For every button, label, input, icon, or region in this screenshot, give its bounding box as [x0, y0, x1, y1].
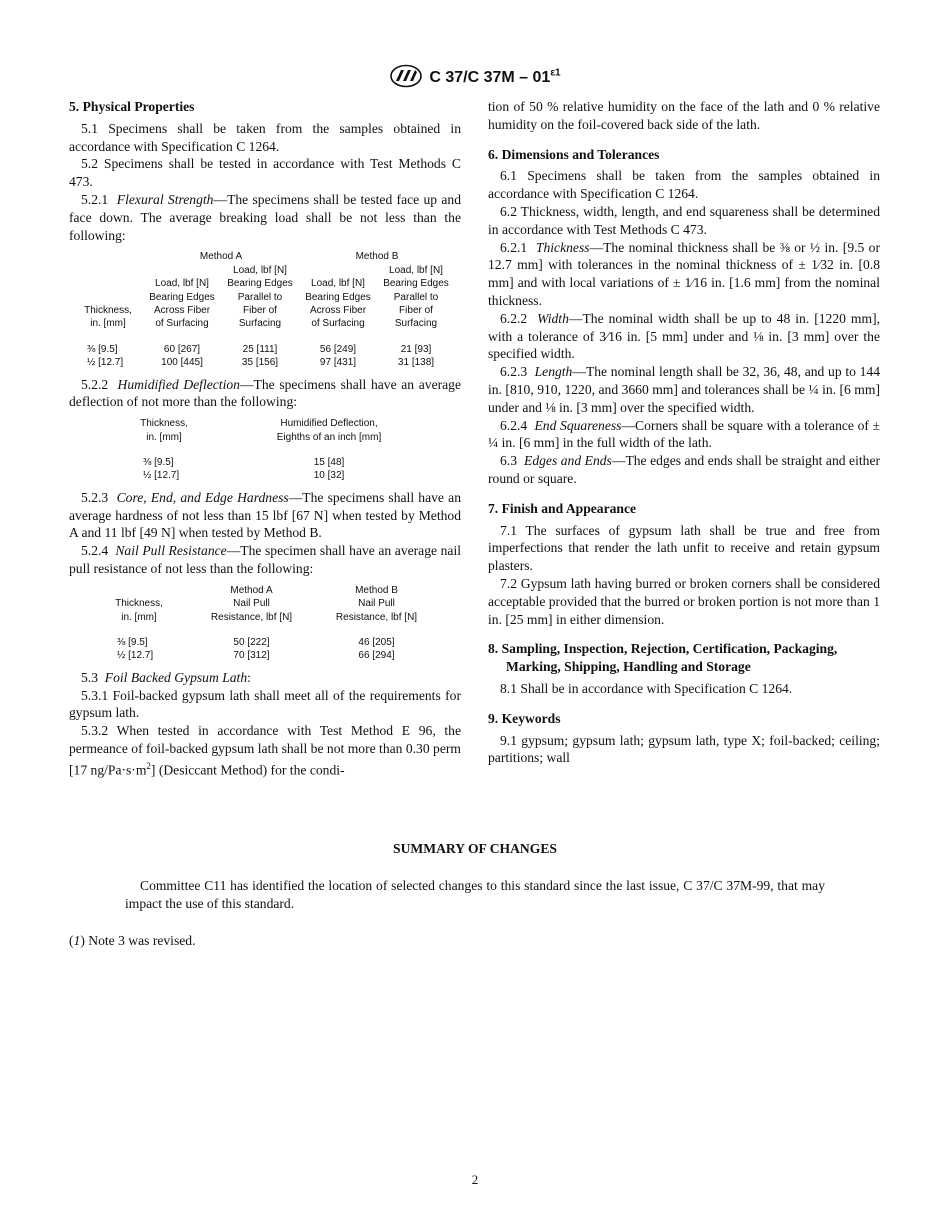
summary-text: Committee C11 has identified the location of selected changes to this standard since the last issue, C 37/C 37M-99, that may impact the use of this standard.	[125, 878, 825, 911]
para-5-2-3-text: —The specimens shall have an average hardness of not less than 15 lbf [67 N] when tested by Method A and 11 lbf [49 N] when tested by Method B.	[69, 489, 461, 541]
left-column	[69, 98, 461, 779]
change-note: (1) Note 3 was revised.	[69, 933, 196, 948]
para-5-2-4-title: Nail Pull Resistance	[115, 543, 227, 559]
para-5-2-1	[69, 191, 461, 244]
t1-a1-line: of Surfacing	[155, 318, 209, 330]
t3-header-line: Resistance, lbf [N]	[210, 611, 293, 623]
t1-cell: 100 [445]	[161, 357, 203, 369]
table-row	[89, 636, 439, 649]
para-6-2-1-num: 6.2.1	[500, 239, 528, 255]
t3-header-line: Resistance, lbf [N]	[335, 611, 418, 623]
t1-thickness-h1: Thickness,	[84, 305, 132, 316]
t1-cell: ⅜ [9.5]	[87, 343, 118, 355]
t1-a2-line: Parallel to	[237, 291, 283, 303]
section-8-heading: 8. Sampling, Inspection, Rejection, Certification, Packaging, Marking, Shipping, Handling and Storage	[488, 641, 838, 675]
t1-a1-line: Load, lbf [N]	[155, 278, 209, 290]
table-row	[73, 356, 455, 369]
humidified-deflection-table	[109, 417, 439, 483]
t1-cell: 97 [431]	[319, 357, 357, 369]
t2-header-line: Humidified Deflection,	[280, 418, 378, 430]
para-6-1: 6.1 Specimens shall be taken from the samples obtained in accordance with Specification C 1264.	[488, 168, 880, 202]
t1-b2-line: Load, lbf [N]	[389, 264, 443, 276]
t3-header-line: Nail Pull	[233, 598, 270, 610]
table-row	[109, 469, 439, 482]
para-5-3-colon: :	[247, 669, 251, 685]
para-6-2-2	[488, 310, 880, 363]
para-5-3-1: 5.3.1 Foil-backed gypsum lath shall meet all of the requirements for gypsum lath.	[69, 687, 461, 721]
para-5-3	[69, 669, 461, 687]
t2-cell: ½ [12.7]	[143, 470, 180, 482]
para-5-3-2	[69, 722, 461, 779]
para-6-2: 6.2 Thickness, width, length, and end squareness shall be determined in accordance with Test Methods C 473.	[488, 203, 880, 237]
t1-a1-line: Across Fiber	[153, 305, 211, 316]
t1-b2-line: Fiber of	[399, 305, 433, 316]
change-note-num: 1	[73, 933, 81, 948]
t1-cell: 25 [111]	[242, 343, 278, 355]
t2-header-line: in. [mm]	[146, 431, 182, 443]
t1-a2-line: Bearing Edges	[227, 278, 293, 290]
t1-a2-line: Surfacing	[238, 318, 282, 330]
t1-b1-line: Bearing Edges	[305, 291, 371, 303]
t3-cell: 50 [222]	[233, 637, 270, 649]
t1-a2-line: Load, lbf [N]	[233, 264, 287, 276]
para-6-2-4-num: 6.2.4	[500, 417, 528, 433]
t1-a2-line: Fiber of	[243, 305, 277, 316]
t1-thickness-h2: in. [mm]	[90, 318, 126, 330]
t2-cell: ⅜ [9.5]	[143, 457, 174, 469]
para-5-3-2-a: 5.3.2 When tested in accordance with Test Method E 96, the permeance of foil-backed gypsum lath shall be not more than 0.30 perm [17 ng/Pa·s·m	[69, 723, 461, 778]
table-row	[89, 649, 439, 662]
t2-cell: 10 [32]	[313, 470, 345, 482]
para-5-1: 5.1 Specimens shall be taken from the samples obtained in accordance with Specification C 1264.	[69, 120, 461, 154]
para-6-3-num: 6.3	[500, 453, 517, 469]
para-5-2-4-num: 5.2.4	[81, 543, 109, 559]
table-row	[73, 343, 455, 356]
para-6-3-title: Edges and Ends	[524, 453, 612, 469]
para-9-1: 9.1 gypsum; gypsum lath; gypsum lath, type X; foil-backed; ceiling; partitions; wall	[488, 732, 880, 766]
para-6-2-4	[488, 417, 880, 453]
section-9-heading: 9. Keywords	[488, 710, 561, 726]
para-6-3-text: —The edges and ends shall be straight and either round or square.	[488, 453, 881, 486]
t1-b2-line: Bearing Edges	[383, 278, 449, 290]
t1-cell: 56 [249]	[319, 343, 357, 355]
para-6-2-3-num: 6.2.3	[500, 364, 528, 380]
t1-b2-line: Parallel to	[393, 291, 439, 303]
astm-logo-icon	[389, 64, 423, 88]
para-6-2-1	[488, 239, 880, 310]
para-5-2-3-title: Core, End, and Edge Hardness	[116, 489, 289, 505]
section-6-heading: 6. Dimensions and Tolerances	[488, 146, 660, 162]
t2-cell: 15 [48]	[313, 457, 345, 469]
para-6-2-2-num: 6.2.2	[500, 310, 528, 326]
flexural-strength-table	[73, 250, 455, 369]
para-6-2-3-text: —The nominal length shall be 32, 36, 48, and up to 144 in. [810, 910, 1220, and 3660 mm] and tolerances shall be ¼ in. [6 mm] under and ⅛ in. [3 mm] over the specified width.	[488, 364, 880, 415]
para-5-2-4-text: —The specimen shall have an average nail pull resistance of not less than the following:	[69, 543, 462, 577]
t3-header-line: in. [mm]	[121, 611, 157, 623]
para-5-2: 5.2 Specimens shall be tested in accordance with Test Methods C 473.	[69, 156, 461, 190]
para-7-2: 7.2 Gypsum lath having burred or broken corners shall be considered acceptable provided that the burred or broken portion is not more than 1 in. [25 mm] in either dimension.	[488, 575, 880, 627]
para-6-2-3	[488, 363, 880, 416]
t3-header-line: Method A	[230, 584, 273, 596]
t1-cell: 31 [138]	[397, 357, 435, 369]
t3-cell: 66 [294]	[358, 650, 395, 662]
t1-a1-line: Bearing Edges	[149, 291, 215, 303]
para-6-2-3-title: Length	[534, 364, 573, 380]
t2-header-line: Thickness,	[140, 418, 188, 430]
summary-title: SUMMARY OF CHANGES	[393, 841, 557, 856]
para-5-2-2	[69, 376, 461, 412]
t3-cell: 46 [205]	[358, 637, 395, 649]
section-7-heading: 7. Finish and Appearance	[488, 500, 637, 516]
t1-method-a: Method A	[199, 251, 243, 263]
nail-pull-table	[89, 584, 439, 663]
t1-cell: 60 [267]	[163, 343, 201, 355]
epsilon-superscript: ε1	[550, 67, 561, 79]
para-5-3-2-sup: 2	[146, 760, 151, 771]
t3-cell: 70 [312]	[233, 650, 270, 662]
page-header	[0, 64, 950, 88]
para-6-2-2-title: Width	[537, 310, 569, 326]
designation: C 37/C 37M – 01	[429, 69, 551, 86]
t1-b1-line: Load, lbf [N]	[311, 278, 365, 290]
para-5-2-2-title: Humidified Deflection	[117, 376, 240, 392]
para-5-3-num: 5.3	[81, 669, 98, 685]
para-6-2-4-title: End Squareness	[534, 417, 622, 433]
para-8-1: 8.1 Shall be in accordance with Specification C 1264.	[500, 680, 793, 696]
t1-cell: 21 [93]	[400, 343, 432, 355]
para-5-2-1-text: —The specimens shall be tested face up and face down. The average breaking load shall be not less than the following:	[69, 191, 461, 243]
t2-header-line: Eighths of an inch [mm]	[276, 431, 382, 443]
para-5-3-2-b: ] (Desiccant Method) for the condi-	[150, 762, 345, 778]
para-5-2-3	[69, 489, 461, 542]
change-note-text: Note 3 was revised.	[88, 933, 196, 948]
para-7-1: 7.1 The surfaces of gypsum lath shall be true and free from imperfections that render the lath unfit to receive and retain gypsum plasters.	[488, 522, 880, 574]
para-5-2-2-text: —The specimens shall have an average deflection of not more than the following:	[69, 376, 462, 410]
para-5-2-1-num: 5.2.1	[81, 191, 109, 207]
para-5-3-2-continued: tion of 50 % relative humidity on the face of the lath and 0 % relative humidity on the foil-covered back side of the lath.	[488, 99, 880, 132]
para-5-2-1-title: Flexural Strength	[116, 191, 214, 207]
page-number: 2	[471, 1172, 479, 1187]
para-5-2-3-num: 5.2.3	[81, 489, 109, 505]
para-5-2-4	[69, 542, 461, 578]
t3-header-line: Nail Pull	[358, 598, 395, 610]
para-6-2-4-text: —Corners shall be square with a tolerance of ± ¼ in. [6 mm] in the full width of the lath.	[488, 417, 881, 451]
para-6-3	[488, 452, 880, 488]
para-5-2-2-num: 5.2.2	[81, 376, 109, 392]
t1-cell: 35 [156]	[241, 357, 279, 369]
para-5-3-title: Foil Backed Gypsum Lath	[104, 669, 248, 685]
t1-method-b: Method B	[355, 251, 399, 263]
right-column	[488, 98, 880, 767]
para-6-2-1-text: —The nominal thickness shall be ⅜ or ½ in. [9.5 or 12.7 mm] with tolerances in the nominal thickness of ± 1⁄32 in. [0.8 mm] and with local variations of ± 1⁄16 in. [1.6 mm] from the nominal thickness.	[488, 239, 881, 308]
table-row	[109, 456, 439, 469]
t1-b1-line: of Surfacing	[311, 318, 365, 330]
section-5-heading: 5. Physical Properties	[69, 99, 195, 114]
t1-b1-line: Across Fiber	[309, 305, 367, 316]
para-6-2-2-text: —The nominal width shall be up to 48 in. [1220 mm], with a tolerance of 3⁄16 in. [5 mm] under and ⅛ in. [3 mm] over the specified width.	[488, 310, 880, 362]
t3-cell: ⅜ [9.5]	[117, 637, 148, 649]
para-6-2-1-title: Thickness	[535, 239, 590, 255]
t3-cell: ½ [12.7]	[117, 650, 154, 662]
t1-cell: ½ [12.7]	[87, 357, 124, 369]
t1-b2-line: Surfacing	[394, 318, 438, 330]
t3-header-line: Thickness,	[115, 598, 163, 610]
t3-header-line: Method B	[355, 584, 398, 596]
